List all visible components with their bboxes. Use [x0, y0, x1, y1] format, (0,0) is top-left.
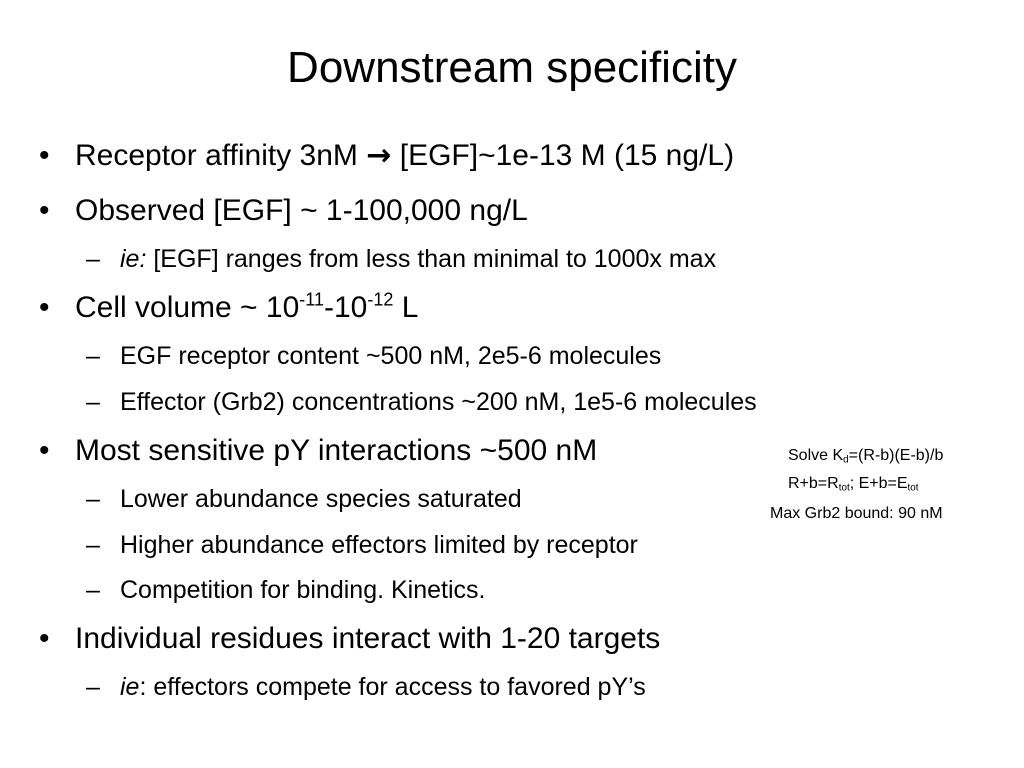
sub-bullet-text: Lower abundance species saturated	[120, 485, 522, 513]
sub-bullet-competition	[86, 574, 485, 606]
bullet-text: Individual residues interact with 1-20 targets	[75, 622, 661, 655]
bullet-text-continued: [EGF]~1e-13 M (15 ng/L)	[391, 139, 735, 172]
sub-bullet-higher-abundance	[86, 529, 638, 561]
bullet-receptor-affinity	[39, 138, 734, 174]
dash-marker: –	[86, 531, 100, 559]
bullet-text: Receptor affinity 3nM	[75, 139, 367, 172]
sub-bullet-text: [EGF] ranges from less than minimal to 1000x max	[146, 245, 717, 273]
dash-marker: –	[86, 673, 100, 701]
exponent: -11	[299, 289, 324, 310]
bullet-observed-egf	[39, 193, 528, 229]
subscript: tot	[907, 482, 919, 494]
bullet-text-end: L	[393, 291, 419, 324]
note-text: ; E+b=E	[849, 475, 908, 492]
italic-text: ie	[120, 673, 140, 701]
note-text: Solve K	[788, 447, 844, 464]
dash-marker: –	[86, 485, 100, 513]
dash-marker: –	[86, 576, 100, 604]
sub-bullet-text: Higher abundance effectors limited by receptor	[120, 531, 638, 559]
bullet-marker: •	[39, 434, 50, 467]
bullet-cell-volume	[39, 290, 418, 326]
sub-bullet-effector-concentration	[86, 386, 757, 418]
subscript: d	[843, 454, 849, 466]
sub-bullet-text: Competition for binding. Kinetics.	[120, 576, 486, 604]
sub-bullet-lower-abundance	[86, 483, 522, 515]
bullet-marker: •	[39, 139, 50, 172]
italic-text: ie:	[120, 245, 147, 273]
dash-marker: –	[86, 245, 100, 273]
bullet-sensitive-interactions	[39, 433, 597, 469]
sub-bullet-text: EGF receptor content ~500 nM, 2e5-6 molecules	[120, 342, 662, 370]
bullet-text: Cell volume ~ 10	[75, 291, 300, 324]
side-note-max-grb2: Max Grb2 bound: 90 nM	[770, 505, 943, 522]
bullet-text: Observed [EGF] ~ 1-100,000 ng/L	[75, 194, 528, 227]
subscript: tot	[838, 482, 850, 494]
bullet-marker: •	[39, 194, 50, 227]
sub-bullet-text: : effectors compete for access to favored pY’s	[139, 673, 646, 701]
slide-title: Downstream specificity	[287, 43, 737, 92]
sub-bullet-egf-range	[86, 243, 716, 275]
note-text: R+b=R	[788, 475, 839, 492]
dash-marker: –	[86, 388, 100, 416]
side-note-kd-equation	[788, 446, 943, 466]
bullet-marker: •	[39, 622, 50, 655]
bullet-individual-residues	[39, 621, 660, 657]
bullet-text-mid: -10	[323, 291, 368, 324]
sub-bullet-effectors-compete	[86, 671, 646, 703]
bullet-text: Most sensitive pY interactions ~500 nM	[75, 434, 598, 467]
dash-marker: –	[86, 342, 100, 370]
bullet-marker: •	[39, 291, 50, 324]
right-arrow-icon: →	[366, 138, 392, 173]
sub-bullet-receptor-content	[86, 340, 661, 372]
note-text: =(R-b)(E-b)/b	[848, 447, 944, 464]
sub-bullet-text: Effector (Grb2) concentrations ~200 nM, 1e5-6 molecules	[120, 388, 757, 416]
exponent: -12	[367, 289, 394, 310]
side-note-totals	[788, 474, 919, 494]
